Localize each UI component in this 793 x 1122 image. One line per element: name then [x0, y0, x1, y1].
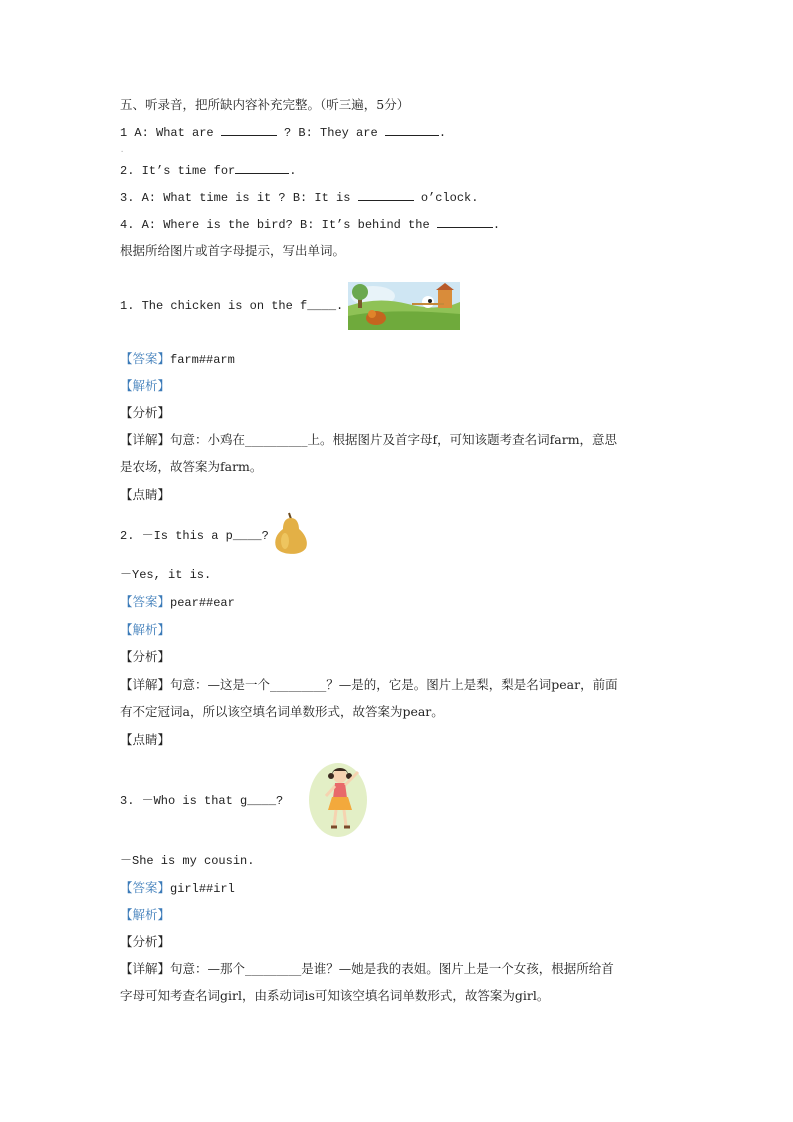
item1-analysis-label: 【解析】	[120, 378, 171, 393]
item1-detail-line2: 是农场，故答案为farm。	[120, 459, 263, 474]
item2-detail-line2: 有不定冠词a，所以该空填名词单数形式，故答案为pear。	[120, 704, 444, 719]
question-1-line	[120, 124, 446, 141]
item3-analysis-label: 【解析】	[120, 907, 171, 922]
item3-detail-line1: 句意：—那个_________是谁？—她是我的表姐。图片上是一个女孩，根据所给首	[170, 961, 614, 976]
q2-text-end: .	[289, 164, 297, 178]
answer-label: 【答案】	[120, 351, 171, 366]
section6-instruction: 根据所给图片或首字母提示，写出单词。	[120, 243, 346, 258]
question-4-line	[120, 216, 500, 233]
item3-detail-line2: 字母可知考查名词girl，由系动词is可知该空填名词单数形式，故答案为girl。	[120, 988, 550, 1003]
item3-fenxi-label: 【分析】	[120, 934, 171, 949]
item2-reply: －Yes, it is.	[120, 568, 212, 582]
q3-blank[interactable]	[358, 189, 414, 201]
item1-fenxi-label: 【分析】	[120, 405, 171, 420]
question-2-line	[120, 162, 296, 179]
q4-blank[interactable]	[437, 216, 493, 228]
detail-label: 【详解】	[120, 961, 171, 976]
item2-answer: pear##ear	[170, 596, 235, 610]
detail-label: 【详解】	[120, 677, 171, 692]
item3-answer: girl##irl	[170, 882, 235, 896]
item2-question: 2. －Is this a p____?	[120, 529, 269, 543]
stray-dot: .	[120, 147, 125, 155]
item1-answer: farm##arm	[170, 353, 235, 367]
item2-fenxi-label: 【分析】	[120, 649, 171, 664]
item2-detail-line1: 句意：—这是一个_________？—是的，它是。图片上是梨，梨是名词pear，前面	[170, 677, 618, 692]
q3-text-end: o’clock.	[413, 191, 479, 205]
detail-label: 【详解】	[120, 432, 171, 447]
farm-image	[348, 282, 460, 330]
item2-analysis-label: 【解析】	[120, 622, 171, 637]
section5-heading: 五、听录音，把所缺内容补充完整。（听三遍，5分）	[120, 97, 410, 112]
item1-detail	[120, 426, 676, 480]
item1-question: 1. The chicken is on the f____.	[120, 299, 344, 313]
item1-dianjing-label: 【点睛】	[120, 487, 171, 502]
pear-image	[272, 511, 310, 557]
q2-text-a: 2. It’s time for	[120, 164, 236, 178]
item3-reply: －She is my cousin.	[120, 854, 255, 868]
item1-detail-line1: 句意：小鸡在__________上。根据图片及首字母f，可知该题考查名词farm，意思	[170, 432, 618, 447]
item3-detail	[120, 955, 676, 1009]
question-3-line	[120, 189, 478, 206]
q2-blank[interactable]	[235, 162, 289, 174]
girl-image	[308, 760, 368, 838]
q1-text-mid: ? B: They are	[276, 126, 385, 140]
item2-dianjing-label: 【点睛】	[120, 732, 171, 747]
answer-label: 【答案】	[120, 594, 171, 609]
answer-label: 【答案】	[120, 880, 171, 895]
q1-blank-1[interactable]	[221, 124, 277, 136]
q1-blank-2[interactable]	[385, 124, 439, 136]
q4-text-a: 4. A: Where is the bird? B: It’s behind the	[120, 218, 437, 232]
item3-answer-line	[120, 880, 235, 897]
item2-detail	[120, 671, 676, 725]
q1-text-a: 1 A: What are	[120, 126, 221, 140]
q3-text-a: 3. A: What time is it ? B: It is	[120, 191, 358, 205]
item3-question: 3. －Who is that g____?	[120, 794, 284, 808]
q1-text-end: .	[438, 126, 447, 140]
item2-answer-line	[120, 594, 235, 611]
q4-text-end: .	[492, 218, 501, 232]
item1-answer-line	[120, 351, 235, 368]
